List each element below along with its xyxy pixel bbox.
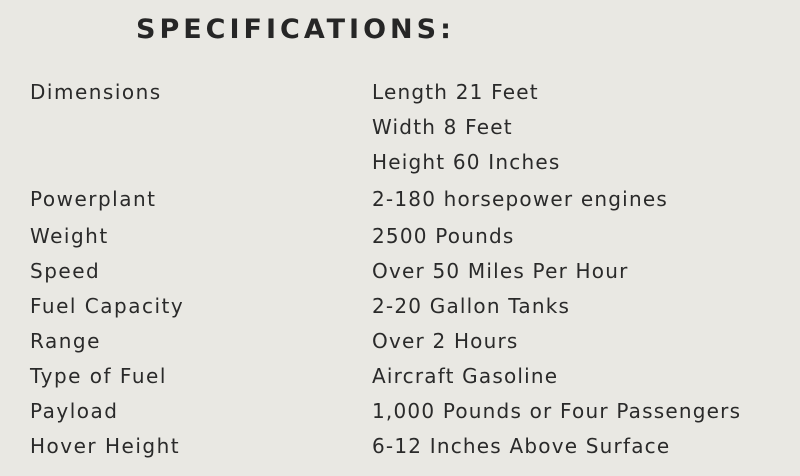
spec-row-weight [0, 224, 800, 258]
spec-row-fuel-capacity [0, 294, 800, 328]
spec-row-speed [0, 259, 800, 293]
spec-label: Range [30, 329, 101, 353]
spec-row-hover-height [0, 434, 800, 468]
spec-row-dimensions-width [0, 115, 800, 149]
spec-value: Over 50 Miles Per Hour [372, 259, 629, 283]
page-title: SPECIFICATIONS: [136, 14, 455, 45]
spec-label: Dimensions [30, 80, 162, 104]
spec-row-dimensions-height [0, 150, 800, 184]
spec-row-payload [0, 399, 800, 433]
spec-row-type-of-fuel [0, 364, 800, 398]
spec-label: Speed [30, 259, 101, 283]
spec-label: Payload [30, 399, 119, 423]
spec-value: Over 2 Hours [372, 329, 519, 353]
spec-value: Length 21 Feet [372, 80, 539, 104]
spec-value: 2500 Pounds [372, 224, 515, 248]
spec-row-powerplant [0, 187, 800, 221]
spec-label: Hover Height [30, 434, 181, 458]
spec-value: 2-180 horsepower engines [372, 187, 668, 211]
spec-label: Fuel Capacity [30, 294, 185, 318]
spec-row-dimensions [0, 80, 800, 114]
spec-value: 6-12 Inches Above Surface [372, 434, 671, 458]
spec-value: 2-20 Gallon Tanks [372, 294, 571, 318]
spec-label: Weight [30, 224, 109, 248]
spec-row-range [0, 329, 800, 363]
spec-value: Aircraft Gasoline [372, 364, 559, 388]
spec-value: Width 8 Feet [372, 115, 513, 139]
spec-value: 1,000 Pounds or Four Passengers [372, 399, 742, 423]
spec-value: Height 60 Inches [372, 150, 561, 174]
spec-label: Type of Fuel [30, 364, 167, 388]
spec-label: Powerplant [30, 187, 157, 211]
